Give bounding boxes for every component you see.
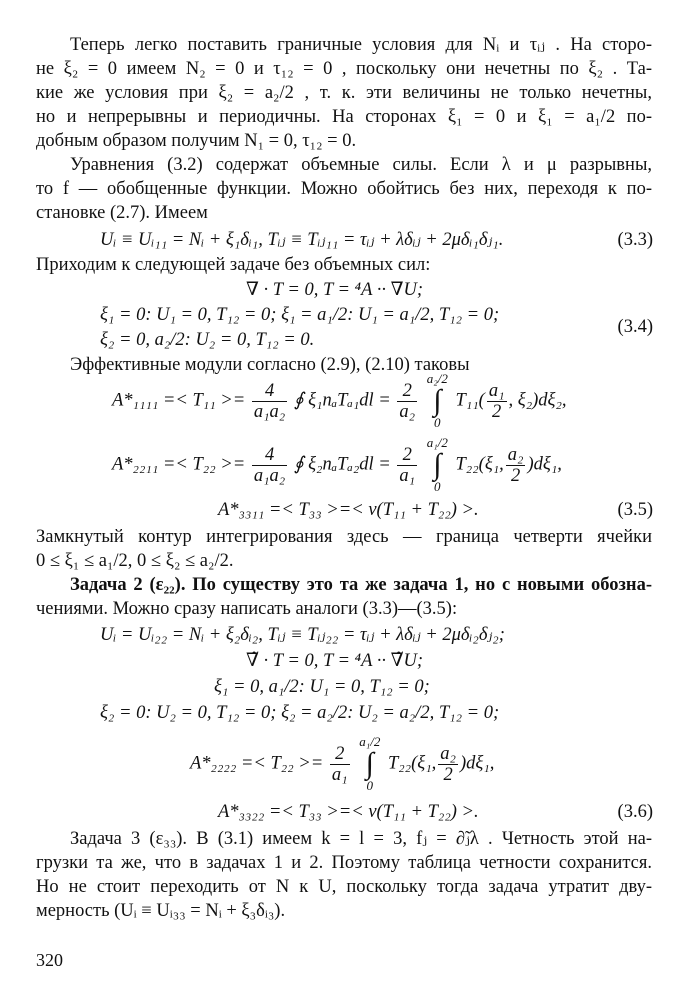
equation-3-6-d: ξ₂ = 0: U₂ = 0, T₁₂ = 0; ξ₂ = a₂/2: U₂ = a₂/2, T₁₂ = 0; <box>100 703 500 723</box>
fraction: $\frac{2}{\text{a₁}}$ <box>331 743 348 785</box>
equation-a2211: A*₂₂₁₁ =< T₂₂ >= $\frac{4}{\text{a₁a₂}}$ ∮ ξ₂nₐTₐ₂dl = $\frac{2}{\text{a₁}}$ a₁/2 ∫ 0 T₂₂(ξ₁, $\frac{\text{a₂}}{2}$ )dξ₁, <box>112 435 562 494</box>
equation-3-6-c: ξ₁ = 0, a₁/2: U₁ = 0, T₁₂ = 0; <box>214 677 430 697</box>
text-line: Уравнения (3.2) содержат объемные силы. Если λ и μ разрывны, <box>70 155 652 175</box>
equation-3-4-c: ξ₂ = 0, a₂/2: U₂ = 0, T₁₂ = 0. <box>100 330 315 350</box>
page-number: 320 <box>36 950 63 970</box>
equation-a3311: A*₃₃₁₁ =< T₃₃ >=< ν(T₁₁ + T₂₂) >. <box>218 500 479 520</box>
fraction: $\frac{4}{\text{a₁a₂}}$ <box>253 444 286 486</box>
equation-number: (3.3) <box>617 230 653 250</box>
fraction: $\frac{\text{a₂}}{2}$ <box>507 444 524 486</box>
text-line: но и непрерывны и периодичны. На сторонах ξ₁ = 0 и ξ₁ = a₁/2 по- <box>36 107 652 127</box>
text-line: не ξ₂ = 0 имеем N₂ = 0 и τ₁₂ = 0 , поскольку они нечетны по ξ₂ . Та- <box>36 59 652 79</box>
text-line: мерность (Uᵢ ≡ Uᵢ₃₃ = Nᵢ + ξ₃δᵢ₃). <box>36 901 286 921</box>
text-line: добным образом получим N₁ = 0, τ₁₂ = 0. <box>36 131 357 151</box>
text-line: Эффективные модули согласно (2.9), (2.10) таковы <box>70 355 470 375</box>
section-heading-task-3: Задача 3 (ε₃₃). В (3.1) имеем k = l = 3, fⱼ = ∂̃ⱼλ . Четность этой на- <box>70 829 652 849</box>
equation-a2222: A*₂₂₂₂ =< T₂₂ >= $\frac{2}{\text{a₁}}$ a₁/2 ∫ 0 T₂₂(ξ₁, $\frac{\text{a₂}}{2}$ )dξ₁, <box>190 734 495 793</box>
equation-3-4-b: ξ₁ = 0: U₁ = 0, T₁₂ = 0; ξ₁ = a₁/2: U₁ = a₁/2, T₁₂ = 0; <box>100 305 500 325</box>
equation-3-4-a: ∇ · T = 0, T = ⁴A ·· ∇U; <box>246 280 424 300</box>
section-heading-task-2: Задача 2 (ε₂₂). По существу это та же задача 1, но с новыми обозна- <box>70 575 652 595</box>
equation-a1111: A*₁₁₁₁ =< T₁₁ >= $\frac{4}{\text{a₁a₂}}$ ∮ ξ₁nₐTₐ₁dl = $\frac{2}{\text{a₂}}$ a₂/2 ∫ 0 T₁₁( $\frac{\text{a₁}}{2}$ , ξ₂)dξ₂, <box>112 371 567 430</box>
integral-sign: a₁/2 ∫ 0 <box>359 734 381 793</box>
fraction: $\frac{2}{\text{a₁}}$ <box>399 444 416 486</box>
text-line: 0 ≤ ξ₁ ≤ a₁/2, 0 ≤ ξ₂ ≤ a₂/2. <box>36 551 234 571</box>
equation-3-6-a: Uᵢ = Uᵢ₂₂ = Nᵢ + ξ₂δᵢ₂, Tᵢⱼ ≡ Tᵢⱼ₂₂ = τᵢⱼ + λδᵢⱼ + 2μδᵢ₂δⱼ₂; <box>100 625 505 645</box>
text-line: становке (2.7). Имеем <box>36 203 208 223</box>
text-line: Приходим к следующей задаче без объемных сил: <box>36 255 431 275</box>
text-line: то f — обобщенные функции. Можно обойтись без них, переходя к по- <box>36 179 652 199</box>
equation-3-6-b: ∇̃ · T = 0, T = ⁴A ·· ∇̃U; <box>246 651 424 671</box>
equation-number: (3.6) <box>617 802 653 822</box>
equation-3-3: Uᵢ ≡ Uᵢ₁₁ = Nᵢ + ξ₁δᵢ₁, Tᵢⱼ ≡ Tᵢⱼ₁₁ = τᵢⱼ + λδᵢⱼ + 2μδᵢ₁δⱼ₁. <box>100 230 504 250</box>
fraction: $\frac{\text{a₂}}{2}$ <box>440 743 456 785</box>
text-line: грузки та же, что в задачах 1 и 2. Поэтому таблица четности сохранится. <box>36 853 652 873</box>
fraction: $\frac{2}{\text{a₂}}$ <box>399 380 416 422</box>
fraction: $\frac{\text{a₁}}{2}$ <box>488 380 505 422</box>
text-line: Теперь легко поставить граничные условия для Nᵢ и τᵢⱼ . На сторо- <box>70 35 652 55</box>
integral-sign: a₁/2 ∫ 0 <box>426 435 448 494</box>
text-line: Замкнутый контур интегрирования здесь — граница четверти ячейки <box>36 527 652 547</box>
equation-number: (3.5) <box>617 500 653 520</box>
integral-sign: a₂/2 ∫ 0 <box>426 371 448 430</box>
text-line: чениями. Можно сразу написать аналоги (3.3)—(3.5): <box>36 599 458 619</box>
text-line: кие же условия при ξ₂ = a₂/2 , т. к. эти величины не только нечетны, <box>36 83 652 103</box>
fraction: $\frac{4}{\text{a₁a₂}}$ <box>253 380 286 422</box>
equation-number: (3.4) <box>617 317 653 337</box>
text-line: Но не стоит переходить от N к U, поскольку тогда задача утратит дву- <box>36 877 652 897</box>
equation-a3322: A*₃₃₂₂ =< T₃₃ >=< ν(T₁₁ + T₂₂) >. <box>218 802 479 822</box>
